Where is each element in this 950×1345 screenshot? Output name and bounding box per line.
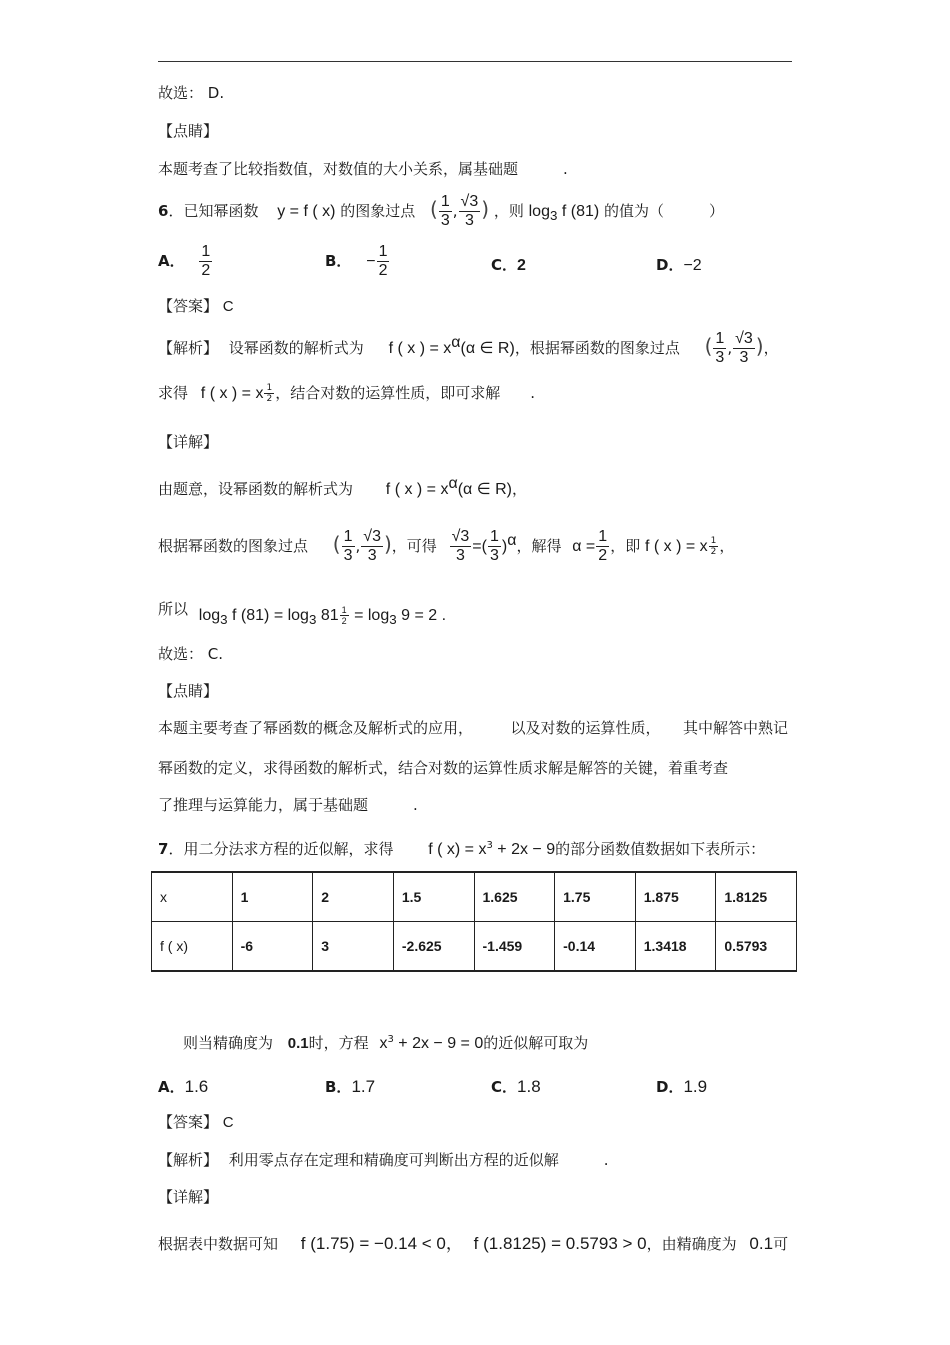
- q7-option-d: D．1.9: [656, 1077, 708, 1096]
- table-cell: 1.75: [555, 872, 636, 922]
- log-expr: $\log_3 f$ (81): [528, 203, 600, 224]
- table-cell: 0.5793: [716, 922, 797, 972]
- stem-text: ．已知幂函数: [168, 202, 259, 220]
- stem-text: 的图象过点: [340, 202, 416, 220]
- table-cell: 1.8125: [716, 872, 797, 922]
- q7-option-c: C．1.8: [491, 1077, 541, 1096]
- top-rule: [158, 61, 792, 62]
- q7-detail-heading: 【详解】: [158, 1188, 219, 1206]
- table-cell: 2: [313, 872, 394, 922]
- q6-dianjing-line1: 本题主要考查了幂函数的概念及解析式的应用， 以及对数的运算性质， 其中解答中熟记: [158, 719, 789, 737]
- table-cell: -1.459: [474, 922, 555, 972]
- table-cell: 1.5: [393, 872, 474, 922]
- stem-text: ，则: [493, 202, 524, 220]
- q6-dianjing-line2: 幂函数的定义，求得函数的解析式，结合对数的运算性质求解是解答的关键，着重考查: [158, 759, 729, 777]
- question-7-stem: 7．用二分法求方程的近似解，求得 f ( $x) = x^3 + 2x - 9$的部分函数值数据如下表所示：: [158, 840, 766, 858]
- stem-text: 的值为（ ）: [603, 202, 724, 220]
- question-6-stem: 6．已知幂函数 y = f ( x) 的图象过点 ( $\frac{1}{3}$ , $\frac{√3}{3}$ ) ，则 $\log_3 f$ (81) 的值为（ ）: [158, 193, 724, 229]
- question-number: 6: [158, 202, 169, 220]
- q6-dianjing-line3: 了推理与运算能力，属于基础题 .: [158, 796, 418, 814]
- table-cell: f ( x): [152, 922, 233, 972]
- table-cell: 3: [313, 922, 394, 972]
- q6-detail-line1: 由题意，设幂函数的解析式为 f ( x ) = $x^\alpha(\alpha$ ∈ R)，: [158, 475, 528, 498]
- q7-question: 则当精确度为 0.1时，方程 $x^3 + 2x - 9 = 0$的近似解可取为: [183, 1034, 589, 1052]
- q6-answer: 【答案】 C: [158, 297, 234, 315]
- table-row: [152, 872, 797, 922]
- function-expr: y = f ( x): [277, 203, 336, 220]
- q6-detail-line2: 根据幂函数的图象过点 ( $\frac{1}{3}$ , $\frac{√3}{3}$ )，可得 $\frac{√3}{3}$ =( $\frac{1}{3}$ )$^\alpha$，解得 α = $\frac{1}{2}$ ，即 f ( x ) = x $\frac{1}{2}$ ，: [158, 528, 735, 564]
- summary-text: 本题考查了比较指数值，对数值的大小关系，属基础题 .: [158, 160, 568, 178]
- q6-detail-heading: 【详解】: [158, 433, 219, 451]
- q7-option-a: A．1.6: [158, 1077, 209, 1096]
- table-cell: 1: [232, 872, 313, 922]
- q6-option-b: B． − $\frac{1}{2}$: [325, 243, 388, 279]
- function-value-table: [151, 871, 797, 972]
- q7-detail-line1: 根据表中数据可知 f (1.75) = −0.14 < 0， f (1.8125) = 0.5793 > 0，由精确度为 0.1可: [158, 1234, 789, 1253]
- table-cell: x: [152, 872, 233, 922]
- q6-option-c: C．2: [491, 256, 526, 274]
- point-x: $\frac{1}{3}$: [440, 193, 450, 229]
- table-cell: -0.14: [555, 922, 636, 972]
- table-cell: -2.625: [393, 922, 474, 972]
- table-row: [152, 922, 797, 972]
- q6-solve: 求得 f ( x ) = x $\frac{1}{2}$ ，结合对数的运算性质，即可求解 .: [158, 383, 535, 404]
- table-cell: -6: [232, 922, 313, 972]
- table-cell: 1.875: [635, 872, 716, 922]
- dianjing-heading: 【点睛】: [158, 122, 219, 140]
- table-cell: 1.3418: [635, 922, 716, 972]
- table-cell: 1.625: [474, 872, 555, 922]
- q7-analysis: 【解析】 利用零点存在定理和精确度可判断出方程的近似解 .: [158, 1151, 609, 1169]
- q6-choice: 故选： C.: [158, 645, 224, 663]
- q7-option-b: B．1.7: [325, 1077, 376, 1096]
- q6-option-d: D．−2: [656, 256, 702, 274]
- q6-option-a: A． $\frac{1}{2}$: [158, 243, 211, 279]
- q7-answer: 【答案】 C: [158, 1113, 234, 1131]
- point-y: $\frac{√3}{3}$: [460, 193, 479, 229]
- point-paren: (: [430, 197, 438, 221]
- q6-dianjing-heading: 【点睛】: [158, 682, 219, 700]
- prev-choice: 故选： D.: [158, 84, 225, 102]
- q6-detail-line3: 所以 $\log_3 f$ $(81) = \log_3 81$ $\frac{1}{2}$ = $\log_3 9 = 2$ .: [158, 600, 447, 628]
- q6-analysis: 【解析】 设幂函数的解析式为 f ( x ) = $x^\alpha(\alpha$ ∈ R)，根据幂函数的图象过点 ( $\frac{1}{3}$ , $\frac{√3}{3}$ )，: [158, 330, 779, 366]
